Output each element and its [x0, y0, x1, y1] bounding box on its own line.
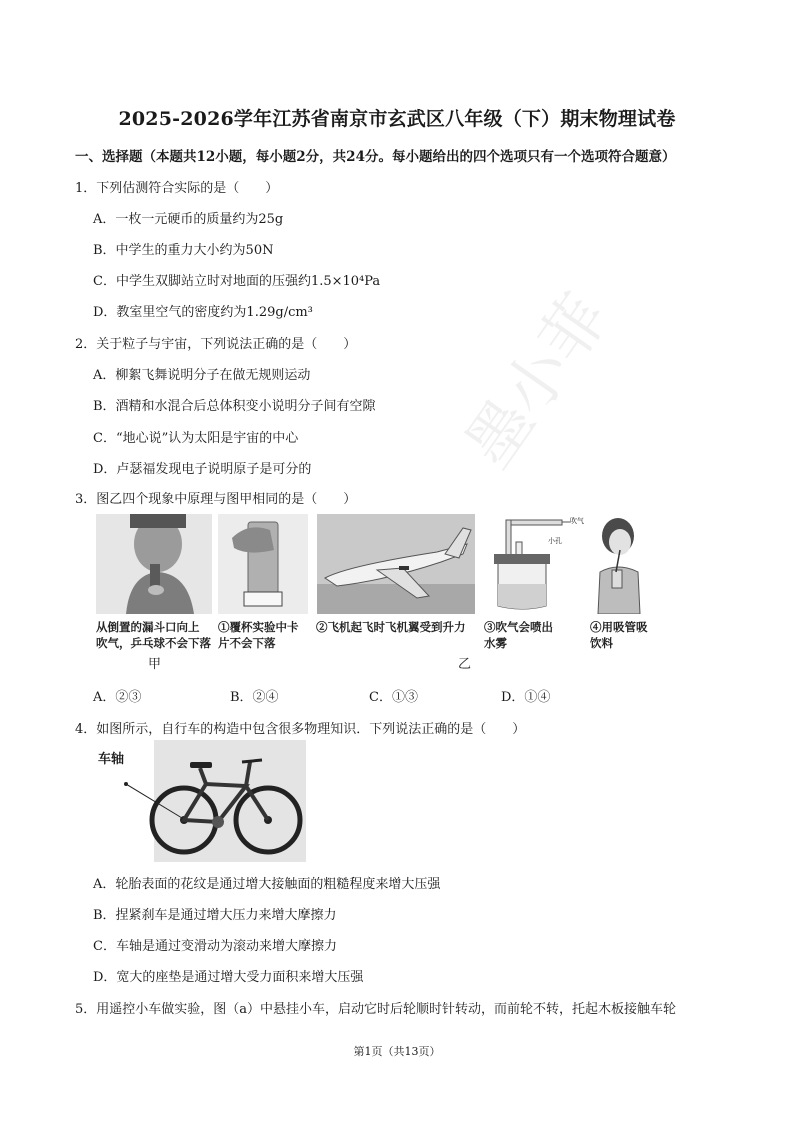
question-1-option-a: A．一枚一元硬币的质量约为25g	[93, 212, 284, 227]
label-axle: 车轴	[98, 752, 125, 767]
figure-spray-bottle	[486, 514, 584, 614]
page-footer: 第1页（共13页）	[353, 1045, 441, 1058]
figure-funnel-blow	[96, 514, 212, 614]
caption-straw: ④用吸管吸 饮料	[590, 620, 648, 650]
caption-funnel: 从倒置的漏斗口向上 吹气，乒乓球不会下落	[96, 620, 211, 650]
question-1-option-c: C．中学生双脚站立时对地面的压强约1.5×10⁴Pa	[93, 274, 381, 289]
question-5-stem: 5．用遥控小车做实验，图（a）中悬挂小车，启动它时后轮顺时针转动，而前轮不转，托起木板接触车轮	[75, 1002, 677, 1017]
question-2-option-d: D．卢瑟福发现电子说明原子是可分的	[93, 462, 312, 477]
question-1-option-d: D．教室里空气的密度约为1.29g/cm³	[93, 305, 313, 320]
question-2-option-b: B．酒精和水混合后总体积变小说明分子间有空隙	[93, 399, 376, 414]
label-yi: 乙	[458, 657, 472, 672]
watermark: 墨小菲	[452, 281, 624, 482]
question-4-option-b: B．捏紧刹车是通过增大压力来增大摩擦力	[93, 908, 337, 923]
question-4-option-a: A．轮胎表面的花纹是通过增大接触面的粗糙程度来增大压强	[93, 877, 441, 892]
question-2-option-c: C．“地心说”认为太阳是宇宙的中心	[93, 431, 299, 446]
question-3-stem: 3．图乙四个现象中原理与图甲相同的是（ ）	[75, 492, 357, 507]
caption-airplane: ②飞机起飞时飞机翼受到升力	[316, 620, 466, 634]
question-3-option-c: C．①③	[369, 690, 418, 705]
question-3-option-a: A．②③	[93, 690, 142, 705]
section-heading: 一、选择题（本题共12小题，每小题2分，共24分。每小题给出的四个选项只有一个选项符合题意）	[75, 149, 676, 165]
question-3-option-b: B．②④	[230, 690, 279, 705]
question-2-stem: 2．关于粒子与宇宙，下列说法正确的是（ ）	[75, 337, 357, 352]
label-hole: 小孔	[548, 537, 562, 545]
question-3-option-d: D．①④	[501, 690, 551, 705]
question-1-stem: 1．下列估测符合实际的是（ ）	[75, 181, 279, 196]
figure-straw-drink	[588, 514, 650, 614]
question-2-option-a: A．柳絮飞舞说明分子在做无规则运动	[93, 368, 311, 383]
figure-airplane	[317, 514, 475, 614]
page-title: 2025-2026学年江苏省南京市玄武区八年级（下）期末物理试卷	[118, 108, 676, 130]
figure-cup-card	[218, 514, 308, 614]
figure-bicycle	[96, 740, 306, 862]
caption-spray: ③吹气会喷出 水雾	[484, 620, 553, 650]
label-blow: 吹气	[570, 517, 584, 525]
caption-cup: ①覆杯实验中卡 片不会下落	[218, 620, 299, 650]
label-jia: 甲	[148, 657, 162, 672]
question-4-option-d: D．宽大的座垫是通过增大受力面积来增大压强	[93, 970, 364, 985]
question-4-option-c: C．车轴是通过变滑动为滚动来增大摩擦力	[93, 939, 337, 954]
question-4-stem: 4．如图所示，自行车的构造中包含很多物理知识．下列说法正确的是（ ）	[75, 722, 526, 737]
question-1-option-b: B．中学生的重力大小约为50N	[93, 243, 274, 258]
